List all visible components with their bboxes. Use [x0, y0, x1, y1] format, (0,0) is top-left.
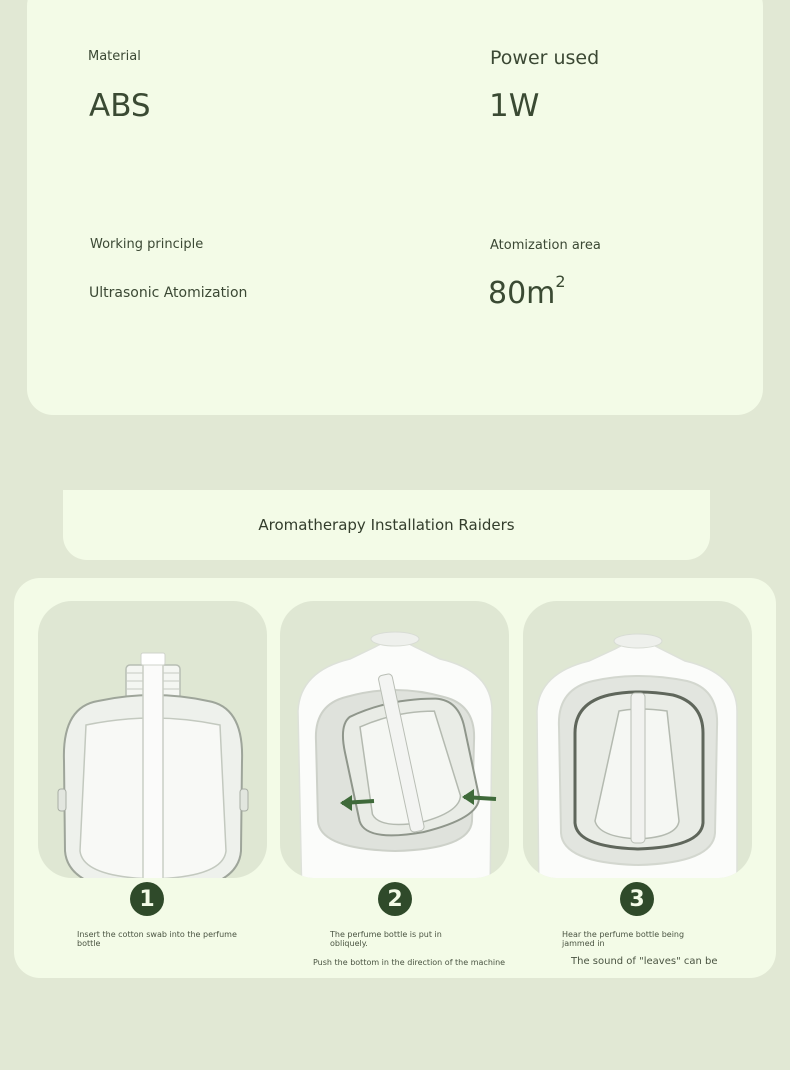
- diffuser-insert-illustration: [280, 601, 509, 878]
- step-2-note: Push the bottom in the direction of the machine: [313, 958, 506, 967]
- spec-card: [27, 0, 763, 415]
- step-3-note: The sound of "leaves" can be: [571, 956, 718, 967]
- step-3-number: 3: [620, 882, 654, 916]
- material-value: ABS: [89, 88, 151, 124]
- principle-label: Working principle: [90, 237, 204, 252]
- step-2-number: 2: [378, 882, 412, 916]
- area-unit-superscript: 2: [555, 272, 566, 291]
- steps-card: [14, 578, 776, 978]
- diffuser-installed-illustration: [523, 601, 752, 878]
- step-3-caption: Hear the perfume bottle being jammed in: [562, 930, 685, 948]
- area-label: Atomization area: [490, 238, 601, 253]
- area-value: [488, 272, 566, 311]
- power-label: Power used: [490, 47, 600, 69]
- step-1-number: 1: [130, 882, 164, 916]
- area-number: 80m: [488, 276, 556, 311]
- principle-value: Ultrasonic Atomization: [89, 285, 248, 301]
- perfume-bottle-illustration: [38, 601, 267, 878]
- step-2-caption: The perfume bottle is put in obliquely.: [330, 930, 442, 948]
- step-2-image: [280, 601, 509, 878]
- banner-title: Aromatherapy Installation Raiders: [258, 516, 515, 534]
- power-value: 1W: [489, 88, 540, 124]
- material-label: Material: [88, 49, 141, 64]
- step-1-caption: Insert the cotton swab into the perfume bottle: [77, 930, 237, 948]
- step-3-image: [523, 601, 752, 878]
- installation-banner: [63, 490, 710, 560]
- step-1-image: [38, 601, 267, 878]
